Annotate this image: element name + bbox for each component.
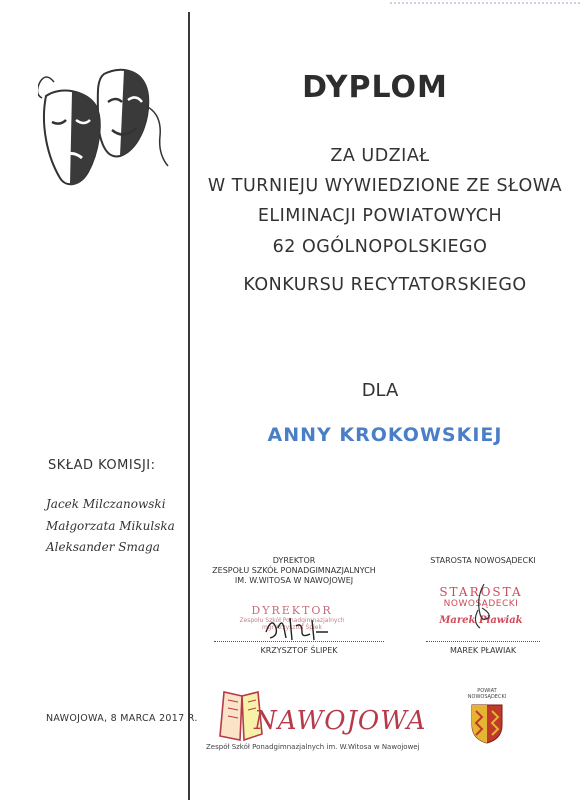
committee-title: SKŁAD KOMISJI:	[48, 458, 156, 473]
director-title	[204, 556, 384, 586]
school-logo-caption: Zespół Szkół Ponadgimnazjalnych im. W.Witosa w Nawojowej	[206, 743, 420, 751]
starosta-title: STAROSTA NOWOSĄDECKI	[430, 556, 536, 565]
top-edge-mark	[390, 2, 580, 8]
diploma-line-1: ZA UDZIAŁ	[330, 146, 430, 166]
diploma-line-3: ELIMINACJI POWIATOWYCH	[257, 206, 503, 226]
school-logo-text: NAWOJOWA	[254, 706, 427, 736]
director-name: KRZYSZTOF ŚLIPEK	[260, 646, 338, 655]
diploma-line-5: KONKURSU RECYTATORSKIEGO	[243, 275, 527, 295]
district-emblem	[462, 688, 512, 749]
for-label: DLA	[361, 380, 399, 401]
committee-member: Małgorzata Mikulska	[46, 519, 175, 533]
committee-member: Aleksander Smaga	[46, 540, 160, 554]
coat-of-arms-icon	[470, 703, 504, 745]
recipient-name: ANNY KROKOWSKIEJ	[267, 424, 503, 446]
diploma-line-2: W TURNIEJU WYWIEDZIONE ZE SŁOWA	[207, 176, 563, 196]
director-stamp-title: DYREKTOR	[251, 604, 333, 617]
director-title-line: DYREKTOR	[272, 556, 316, 565]
committee-member: Jacek Milczanowski	[46, 497, 166, 511]
director-stamp-name: mgr Krzysztof Śpiek	[262, 624, 322, 631]
director-title-line: IM. W.WITOSA W NAWOJOWEJ	[234, 576, 354, 585]
director-title-line: ZESPOŁU SZKÓŁ PONADGIMNAZJALNYCH	[212, 566, 376, 575]
district-label-line1: POWIAT	[477, 688, 497, 694]
starosta-signature	[470, 582, 494, 632]
starosta-name: MAREK PŁAWIAK	[449, 646, 517, 655]
diploma-title: DYPLOM	[302, 70, 448, 105]
director-signature-line	[214, 641, 384, 642]
starosta-stamp-line2: NOWOSĄDECKI	[443, 599, 519, 609]
district-label-line2: NOWOSĄDECKI	[467, 694, 507, 700]
place-and-date: NAWOJOWA, 8 MARCA 2017 R.	[46, 713, 198, 724]
diploma-line-4: 62 OGÓLNOPOLSKIEGO	[272, 237, 488, 257]
starosta-stamp-line1: STAROSTA	[439, 585, 523, 599]
director-stamp-subline: Zespołu Szkół Ponadgimnazjalnych	[239, 617, 345, 624]
director-signature	[262, 610, 332, 644]
starosta-signature-line	[426, 641, 540, 642]
vertical-divider	[188, 12, 190, 800]
starosta-stamp-name: Marek Pławiak	[439, 615, 523, 626]
theatre-masks-icon	[38, 66, 170, 190]
